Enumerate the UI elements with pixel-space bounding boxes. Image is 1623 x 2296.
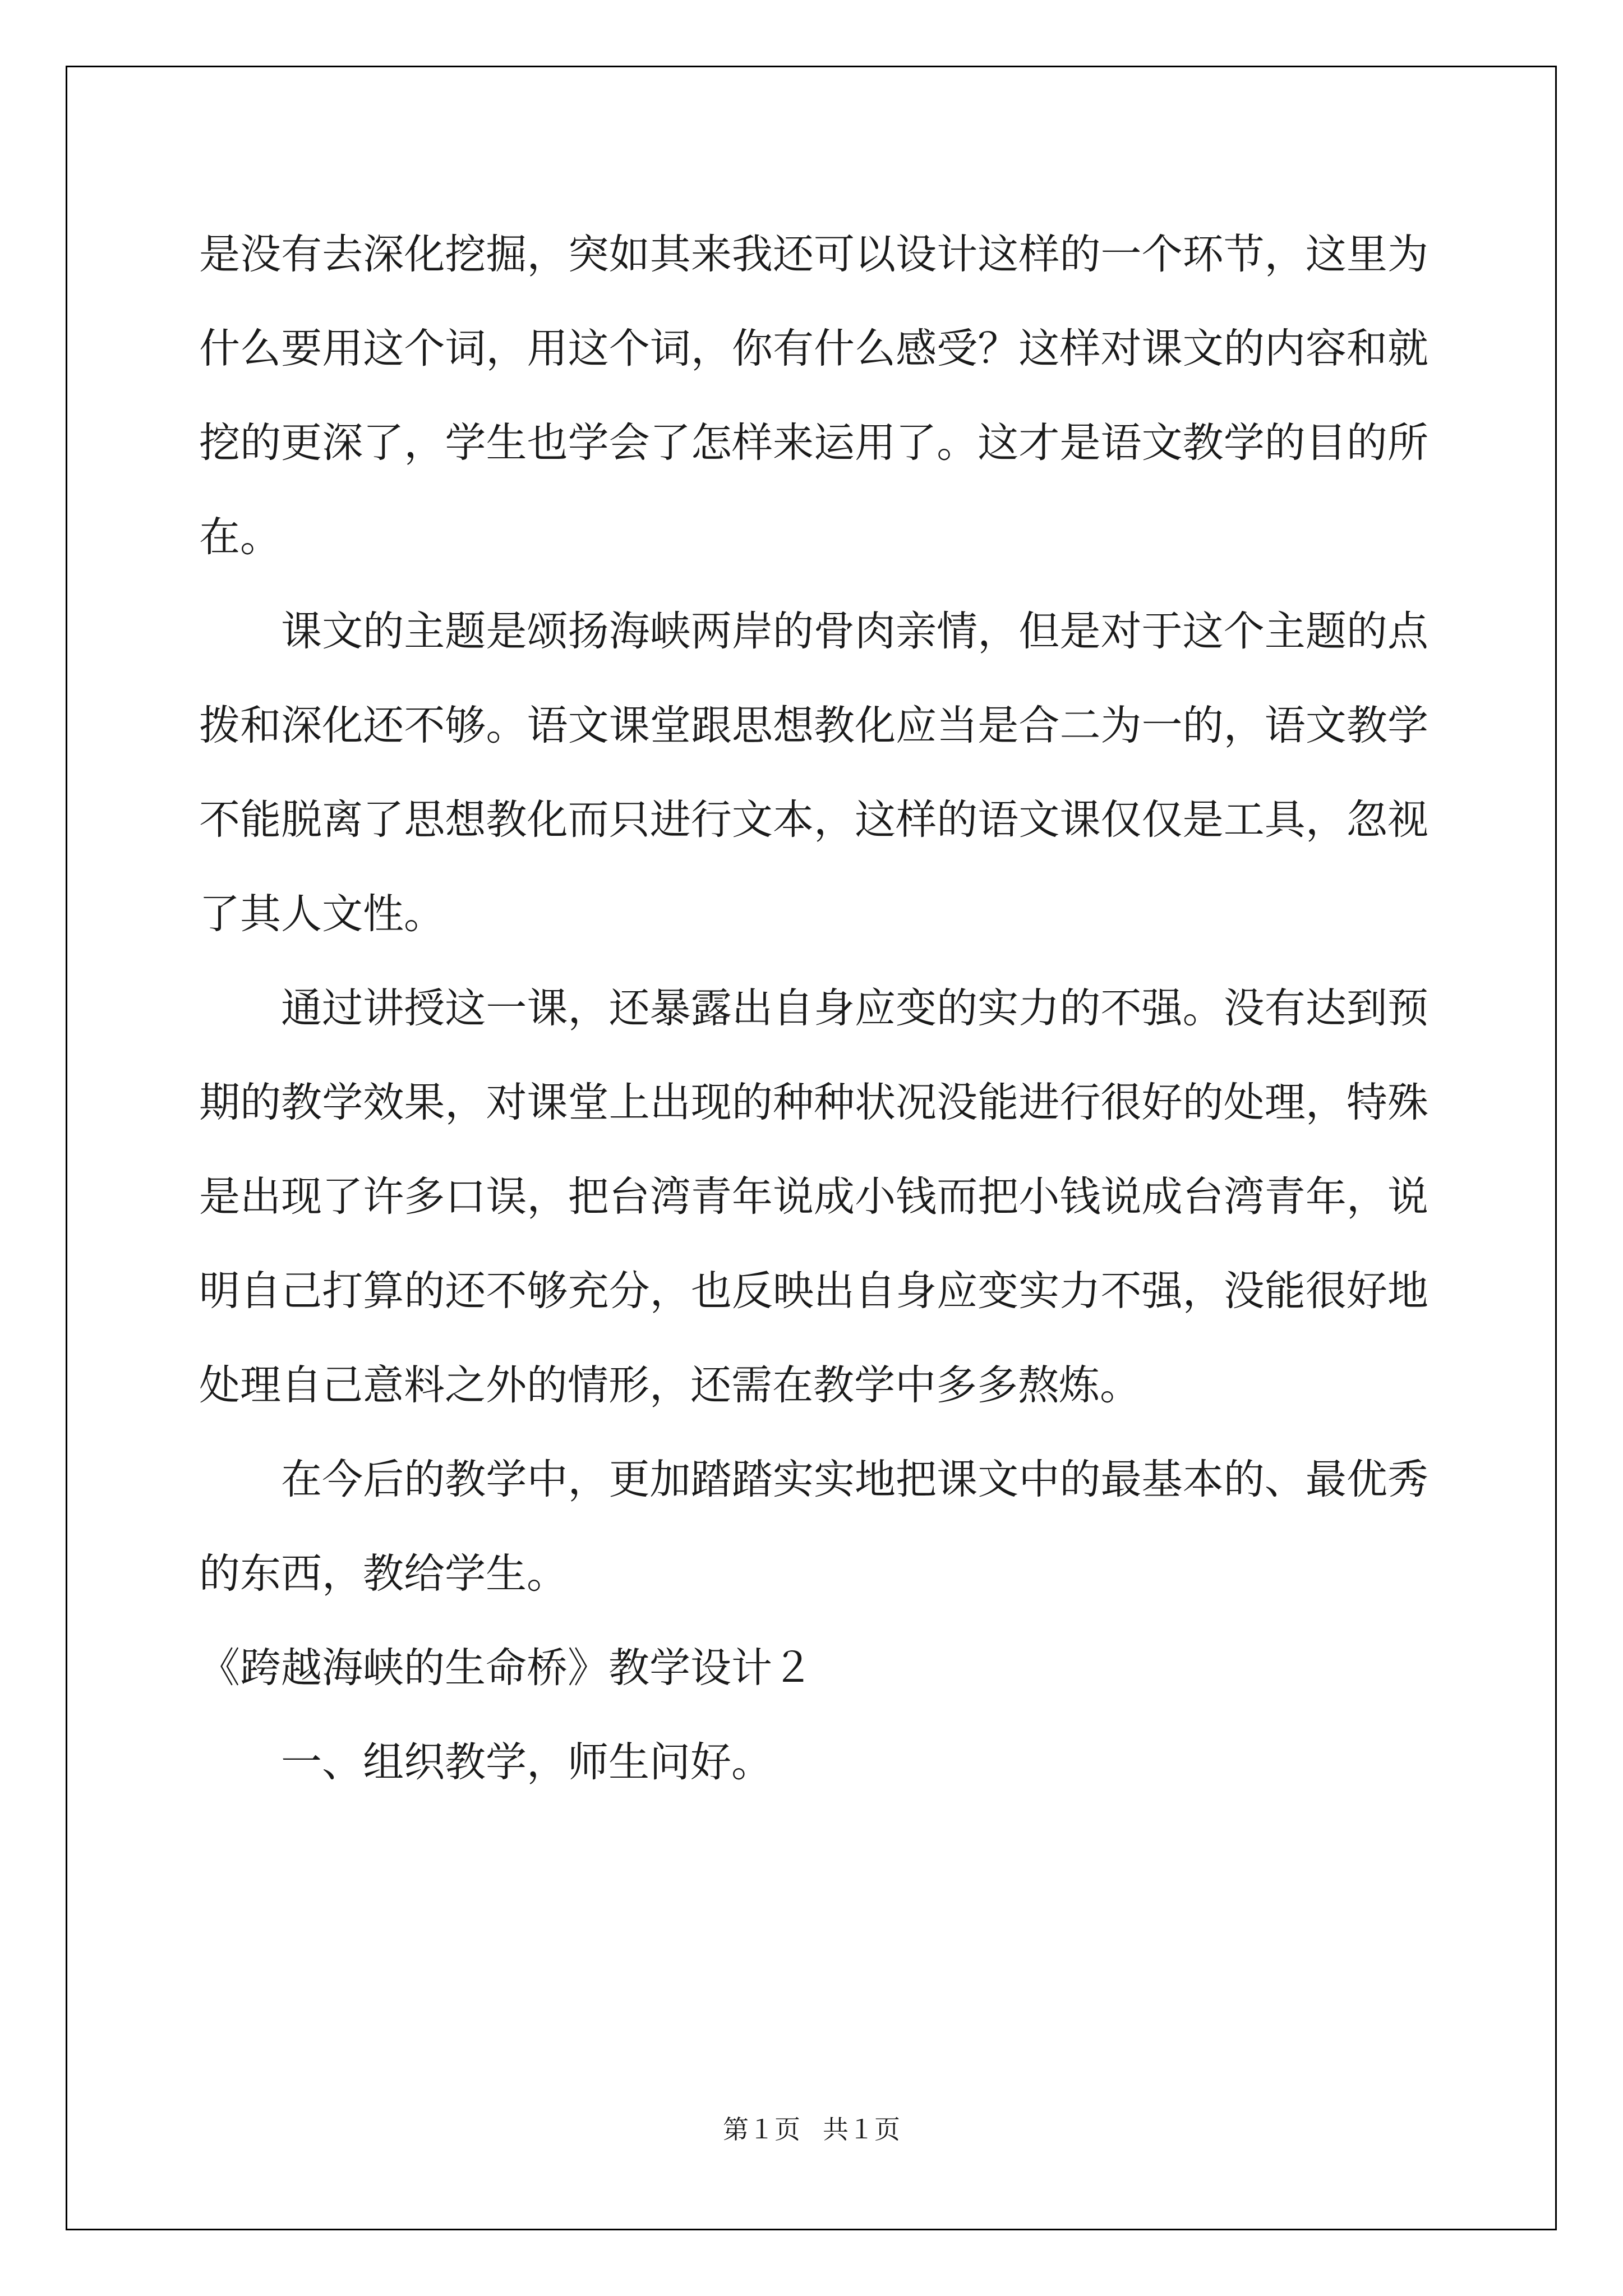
paragraph-continuation: 是没有去深化挖掘，突如其来我还可以设计这样的一个环节，这里为什么要用这个词，用这个词，你有什么感受？这样对课文的内容和就挖的更深了，学生也学会了怎样来运用了。这才是语文教学的目的所在。	[199, 231, 1428, 561]
page-total: 共１页	[823, 2114, 900, 2145]
paragraph-step-one: 一、组织教学，师生问好。	[281, 1738, 772, 1786]
page-number: 第１页	[723, 2114, 800, 2145]
section-heading: 《跨越海峡的生命桥》教学设计２	[199, 1644, 813, 1692]
paragraph-reflection: 通过讲授这一课，还暴露出自身应变的实力的不强。没有达到预期的教学效果，对课堂上出现的种种状况没能进行很好的处理，特殊是出现了许多口误，把台湾青年说成小钱而把小钱说成台湾青年，说明自己打算的还不够充分，也反映出自身应变实力不强，没能很好地处理自己意料之外的情形，还需在教学中多多熬炼。	[199, 984, 1428, 1409]
document-body	[199, 208, 1428, 1810]
paragraph-theme: 课文的主题是颂扬海峡两岸的骨肉亲情，但是对于这个主题的点拨和深化还不够。语文课堂跟思想教化应当是合二为一的，语文教学不能脱离了思想教化而只进行文本，这样的语文课仅仅是工具，忽视了其人文性。	[199, 608, 1428, 938]
page-footer	[0, 2113, 1623, 2146]
paragraph-future: 在今后的教学中，更加踏踏实实地把课文中的最基本的、最优秀的东西，教给学生。	[199, 1456, 1428, 1598]
